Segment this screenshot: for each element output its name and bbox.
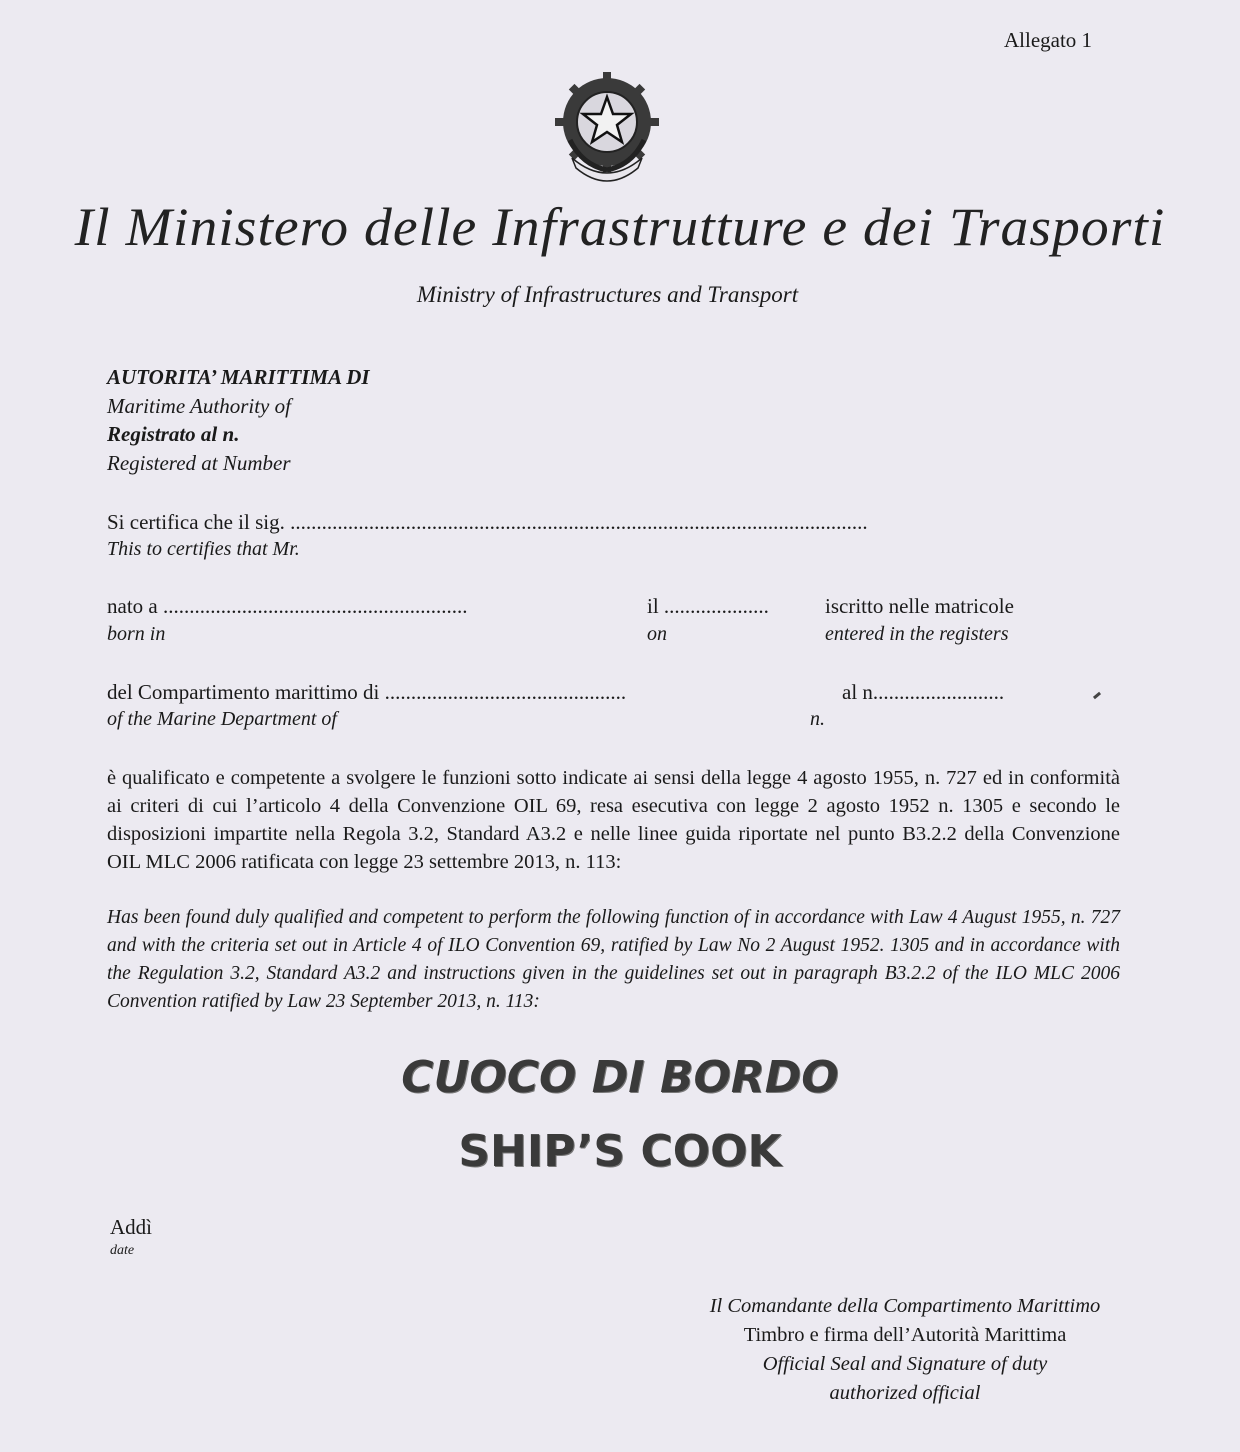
pen-mark	[1093, 692, 1101, 699]
birthdate-field-en: on	[647, 623, 667, 645]
ministry-title: Il Ministero delle Infrastrutture e dei Trasporti	[74, 197, 1166, 257]
commander-label: Il Comandante della Compartimento Marittimo	[709, 1295, 1101, 1317]
signature-block	[640, 1292, 1170, 1408]
register-number-field-en: n.	[810, 708, 825, 730]
seal-label: Timbro e firma dell’Autorità Marittima	[743, 1324, 1067, 1346]
date-label-en: date	[110, 1243, 135, 1258]
birthplace-field-en: born in	[107, 623, 166, 645]
registration-label: Registrato al n.	[107, 422, 240, 446]
registration-label-en: Registered at Number	[107, 451, 291, 475]
registers-label-en: entered in the registers	[825, 623, 1009, 645]
annex-label: Allegato 1	[1004, 28, 1093, 52]
birthplace-field: nato a ..........................................................	[107, 594, 468, 618]
certify-field-en: This to certifies that Mr.	[107, 538, 300, 560]
register-number-field: al n.........................	[842, 680, 1005, 704]
qualification-text: è qualificato e competente a svolgere le funzioni sotto indicate ai sensi della legge 4 agosto 1955, n. 727 ed in conformità ai criteri di cui l’articolo 4 della Convenzione OIL 69, resa esecutiva con legge 2 agosto 1952 n. 1305 e secondo le disposizioni impartite nella Regola 3.2, Standard A3.2 e nelle linee guida riportate nel punto B3.2.2 della Convenzione OIL MLC 2006 ratificata con legge 23 settembre 2013, n. 113:	[107, 767, 1120, 873]
role-title-en: SHIP’S COOK	[458, 1126, 782, 1177]
authority-label-en: Maritime Authority of	[107, 394, 291, 418]
department-field: del Compartimento marittimo di ..............................................	[107, 680, 627, 704]
birthdate-field: il ....................	[647, 594, 769, 618]
italian-republic-emblem-icon	[552, 70, 662, 182]
authority-label: AUTORITA’ MARITTIMA DI	[107, 365, 370, 389]
ministry-subtitle: Ministry of Infrastructures and Transport	[416, 282, 799, 307]
seal-label-en: Official Seal and Signature of duty	[762, 1353, 1048, 1375]
date-label: Addì	[110, 1215, 152, 1239]
registers-label: iscritto nelle matricole	[825, 594, 1014, 618]
qualification-text-en: Has been found duly qualified and competent to perform the following function of in accordance with Law 4 August 1955, n. 727 and with the criteria set out in Article 4 of ILO Convention 69, ratified by Law No 2 August 1952. 1305 and in accordance with the Regulation 3.2, Standard A3.2 and instructions given in the guidelines set out in paragraph B3.2.2 of the ILO MLC 2006 Convention ratified by Law 23 September 2013, n. 113:	[107, 907, 1120, 1012]
role-title: CUOCO DI BORDO	[401, 1052, 839, 1103]
department-field-en: of the Marine Department of	[107, 708, 337, 730]
certify-field: Si certifica che il sig. ..............................................................................................................	[107, 510, 868, 534]
seal-label-en-2: authorized official	[829, 1382, 981, 1404]
